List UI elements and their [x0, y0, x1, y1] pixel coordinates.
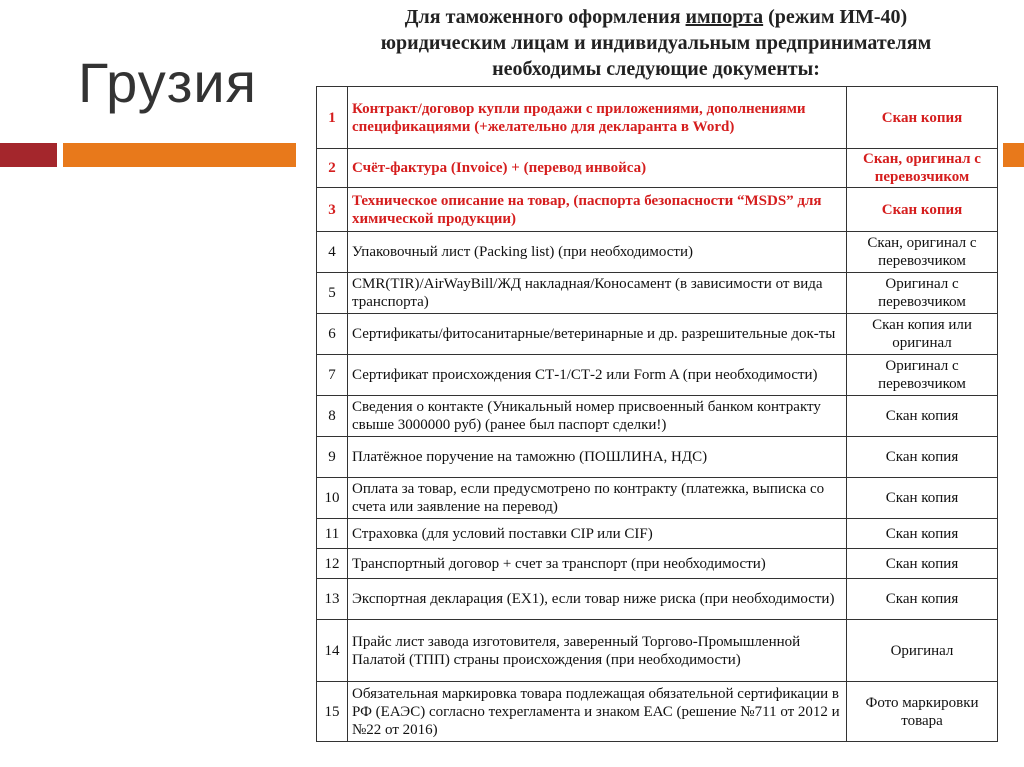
row-number: 11: [317, 519, 348, 549]
document-description: Обязательная маркировка товара подлежащая обязательной сертификации в РФ (ЕАЭС) согласно техрегламента и знаком ЕАС (решение №711 от 2012 и №22 от 2016): [348, 682, 847, 742]
table-row: [317, 396, 998, 437]
row-number: 4: [317, 232, 348, 273]
document-status: Скан копия: [847, 396, 998, 437]
table-row: [317, 149, 998, 188]
table-row: [317, 549, 998, 579]
accent-bar-orange-right: [1003, 143, 1024, 167]
row-number: 15: [317, 682, 348, 742]
heading-line-1-underlined: импорта: [685, 6, 764, 28]
table-row: [317, 478, 998, 519]
table-row: [317, 87, 998, 149]
row-number: 1: [317, 87, 348, 149]
row-number: 2: [317, 149, 348, 188]
document-description: Контракт/договор купли продажи с приложениями, дополнениями спецификациями (+желательно для декларанта в Word): [348, 87, 847, 149]
slide-title: Грузия: [78, 51, 257, 114]
row-number: 14: [317, 620, 348, 682]
document-description: Экспортная декларация (EX1), если товар ниже риска (при необходимости): [348, 579, 847, 620]
table-row: [317, 314, 998, 355]
document-description: Платёжное поручение на таможню (ПОШЛИНА, НДС): [348, 437, 847, 478]
row-number: 6: [317, 314, 348, 355]
heading-line-3: необходимы следующие документы:: [492, 58, 820, 80]
heading-line-1: [312, 4, 1000, 30]
table-row: [317, 682, 998, 742]
accent-bar-red: [0, 143, 57, 167]
document-status: Скан, оригинал с перевозчиком: [847, 149, 998, 188]
document-description: Транспортный договор + счет за транспорт (при необходимости): [348, 549, 847, 579]
row-number: 5: [317, 273, 348, 314]
row-number: 8: [317, 396, 348, 437]
table-row: [317, 519, 998, 549]
document-status: Скан, оригинал с перевозчиком: [847, 232, 998, 273]
document-description: Сведения о контакте (Уникальный номер присвоенный банком контракту свыше 3000000 руб) (ранее был паспорт сделки!): [348, 396, 847, 437]
document-description: Прайс лист завода изготовителя, заверенный Торгово-Промышленной Палатой (ТПП) страны происхождения (при необходимости): [348, 620, 847, 682]
document-status: Скан копия: [847, 87, 998, 149]
document-description: Оплата за товар, если предусмотрено по контракту (платежка, выписка со счета или заявление на перевод): [348, 478, 847, 519]
document-status: Оригинал: [847, 620, 998, 682]
row-number: 9: [317, 437, 348, 478]
document-description: Техническое описание на товар, (паспорта безопасности “MSDS” для химической продукции): [348, 188, 847, 232]
row-number: 12: [317, 549, 348, 579]
row-number: 13: [317, 579, 348, 620]
document-status: Скан копия: [847, 478, 998, 519]
document-description: Сертификаты/фитосанитарные/ветеринарные и др. разрешительные док-ты: [348, 314, 847, 355]
document-status: Фото маркировки товара: [847, 682, 998, 742]
table-row: [317, 437, 998, 478]
document-status: Скан копия или оригинал: [847, 314, 998, 355]
document-status: Скан копия: [847, 437, 998, 478]
heading-line-1-part-a: Для таможенного оформления: [404, 6, 686, 28]
document-description: Счёт-фактура (Invoice) + (перевод инвойса): [348, 149, 847, 188]
document-status: Оригинал с перевозчиком: [847, 273, 998, 314]
heading-line-2: юридическим лицам и индивидуальным предпринимателям: [380, 32, 932, 54]
document-description: Сертификат происхождения СТ-1/СТ-2 или Form A (при необходимости): [348, 355, 847, 396]
document-status: Скан копия: [847, 519, 998, 549]
table-row: [317, 273, 998, 314]
table-row: [317, 232, 998, 273]
document-status: Скан копия: [847, 188, 998, 232]
heading-line-1-part-b: (режим ИМ-40): [763, 6, 908, 28]
documents-table: [316, 86, 998, 742]
document-status: Скан копия: [847, 549, 998, 579]
document-description: Страховка (для условий поставки CIP или CIF): [348, 519, 847, 549]
table-row: [317, 579, 998, 620]
row-number: 3: [317, 188, 348, 232]
row-number: 7: [317, 355, 348, 396]
row-number: 10: [317, 478, 348, 519]
document-description: CMR(TIR)/AirWayBill/ЖД накладная/Коносамент (в зависимости от вида транспорта): [348, 273, 847, 314]
document-heading: [312, 4, 1000, 82]
accent-bar-orange: [63, 143, 296, 167]
table-row: [317, 620, 998, 682]
document-status: Скан копия: [847, 579, 998, 620]
document-status: Оригинал с перевозчиком: [847, 355, 998, 396]
table-row: [317, 355, 998, 396]
document-description: Упаковочный лист (Packing list) (при необходимости): [348, 232, 847, 273]
table-row: [317, 188, 998, 232]
